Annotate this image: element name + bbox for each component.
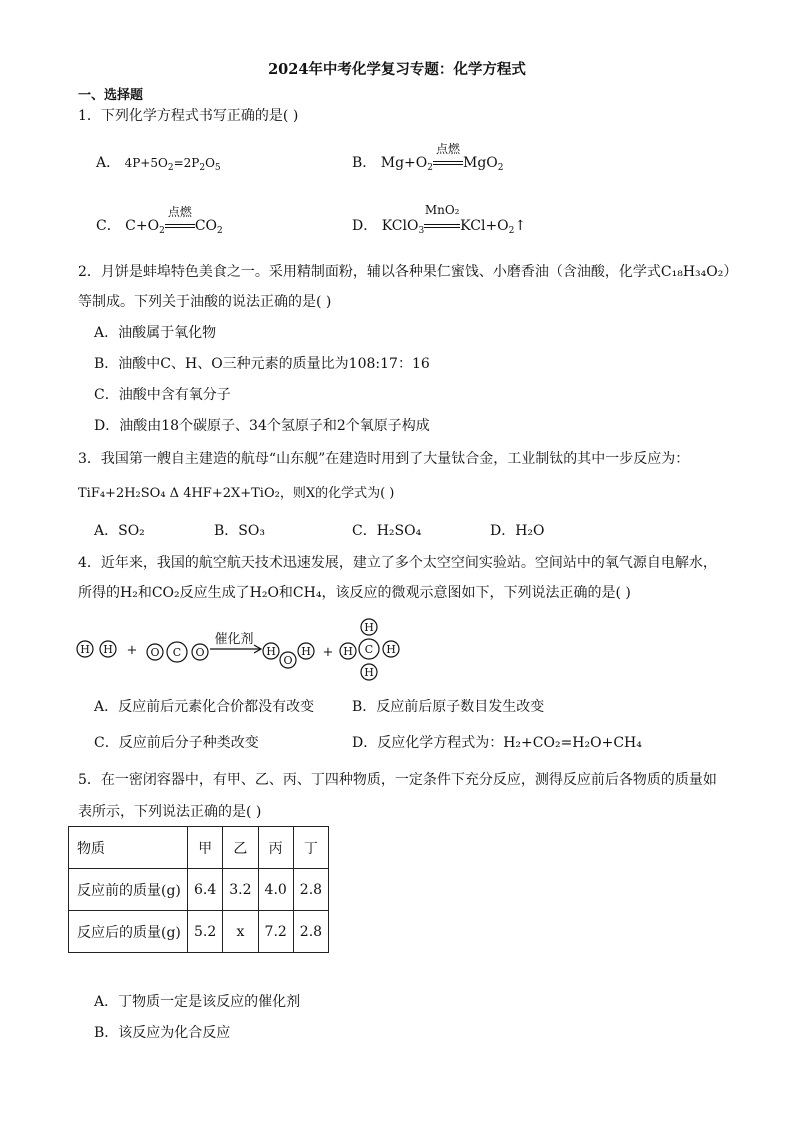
q4-option-c[interactable]: C．反应前后分子种类改变 (94, 735, 259, 751)
table-cell: 4.0 (258, 869, 293, 911)
table-row (69, 911, 329, 953)
q2-option-c[interactable]: C．油酸中含有氧分子 (94, 387, 231, 403)
svg-text:H: H (80, 643, 90, 656)
page-title: 2024年中考化学复习专题：化学方程式 (268, 61, 526, 78)
question-5-stem-line2: 表所示，下列说法正确的是( ) (78, 804, 262, 820)
question-4-stem-line2: 所得的H₂和CO₂反应生成了H₂O和CH₄，该反应的微观示意图如下，下列说法正确的是( ) (78, 585, 631, 601)
table-cell: 3.2 (223, 869, 258, 911)
table-cell: 6.4 (188, 869, 223, 911)
question-2-stem-line1: 2．月饼是蚌埠特色美食之一。采用精制面粉，辅以各种果仁蜜饯、小磨香油（含油酸，化学式C₁₈H₃₄O₂） (78, 264, 738, 280)
svg-text:H: H (364, 621, 374, 634)
svg-text:H: H (386, 643, 396, 656)
svg-text:H: H (301, 645, 311, 658)
svg-text:H: H (103, 643, 113, 656)
option-label: D． (352, 218, 378, 234)
q1-option-b-equation: $Mg+O_2$ 点燃 MgO$_2$ (380, 142, 504, 173)
q3-option-b[interactable]: B．SO₃ (214, 523, 265, 539)
question-2-stem-line2: 等制成。下列关于油酸的说法正确的是( ) (78, 294, 332, 310)
question-5-stem-line1: 5．在一密闭容器中，有甲、乙、丙、丁四种物质，一定条件下充分反应，测得反应前后各物质的质量如 (78, 772, 717, 788)
q3-option-a[interactable]: A．SO₂ (94, 523, 145, 539)
q2-option-d[interactable]: D．油酸由18个碳原子、34个氢原子和2个氧原子构成 (94, 418, 430, 434)
q1-option-a[interactable] (96, 152, 221, 173)
question-3-stem-line1: 3．我国第一艘自主建造的航母“山东舰”在建造时用到了大量钛合金，工业制钛的其中一步反应为： (78, 451, 690, 467)
table-header-cell: 甲 (188, 827, 223, 869)
question-3-stem-line2: TiF₄+2H₂SO₄ Δ 4HF+2X+TiO₂，则X的化学式为( ) (78, 486, 395, 501)
table-header-cell: 乙 (223, 827, 258, 869)
q1-option-c[interactable] (96, 205, 223, 236)
svg-text:催化剂: 催化剂 (214, 632, 254, 647)
svg-text:H: H (364, 666, 374, 679)
q4-option-d[interactable]: D．反应化学方程式为：H₂+CO₂=H₂O+CH₄ (352, 735, 642, 751)
table-cell: 2.8 (293, 869, 328, 911)
q1-option-c-equation: $C+O_2$ 点燃 $CO_2$ (125, 205, 223, 236)
q2-option-a[interactable]: A．油酸属于氧化物 (94, 325, 217, 341)
table-header-cell: 丙 (258, 827, 293, 869)
section-heading: 一、选择题 (78, 88, 144, 103)
svg-text:O: O (150, 646, 160, 659)
table-cell: 7.2 (258, 911, 293, 953)
option-label: A． (96, 155, 121, 171)
table-cell: x (223, 911, 258, 953)
svg-text:H: H (266, 645, 276, 658)
table-cell: 反应前的质量(g) (69, 869, 188, 911)
q3-option-d[interactable]: D．H₂O (490, 523, 545, 539)
table-cell: 2.8 (293, 911, 328, 953)
q1-option-a-equation: $4P+5O_2=2P_2O_5$ (124, 156, 221, 173)
svg-text:O: O (283, 654, 293, 667)
q2-option-b[interactable]: B．油酸中C、H、O三种元素的质量比为108:17：16 (94, 356, 430, 372)
q3-option-c[interactable]: C．H₂SO₄ (352, 523, 422, 539)
svg-text:C: C (172, 646, 182, 659)
q5-option-b[interactable]: B．该反应为化合反应 (94, 1025, 231, 1041)
q5-option-a[interactable]: A．丁物质一定是该反应的催化剂 (94, 994, 301, 1010)
mass-table (68, 826, 329, 953)
svg-text:C: C (364, 643, 374, 656)
svg-text:O: O (195, 646, 205, 659)
table-header-cell: 物质 (69, 827, 188, 869)
reaction-micro-diagram (70, 612, 410, 684)
table-cell: 反应后的质量(g) (69, 911, 188, 953)
option-label: B． (352, 155, 377, 171)
option-label: C． (96, 218, 121, 234)
svg-text:+: + (322, 645, 334, 660)
q1-option-d-equation: KClO$_3$ MnO₂ $KCl+O_2↑$ (381, 203, 527, 236)
q4-option-b[interactable]: B．反应前后原子数目发生改变 (352, 699, 545, 715)
table-header-cell: 丁 (293, 827, 328, 869)
svg-text:H: H (343, 645, 353, 658)
q4-option-a[interactable]: A．反应前后元素化合价都没有改变 (94, 699, 315, 715)
q1-option-d[interactable] (352, 203, 527, 236)
table-cell: 5.2 (188, 911, 223, 953)
question-4-stem-line1: 4．近年来，我国的航空航天技术迅速发展，建立了多个太空空间实验站。空间站中的氧气源自电解水， (78, 555, 717, 571)
question-1-stem: 1．下列化学方程式书写正确的是( ) (78, 108, 299, 124)
table-row (69, 869, 329, 911)
table-header-row (69, 827, 329, 869)
q1-option-b[interactable] (352, 142, 504, 173)
svg-text:+: + (126, 643, 138, 658)
